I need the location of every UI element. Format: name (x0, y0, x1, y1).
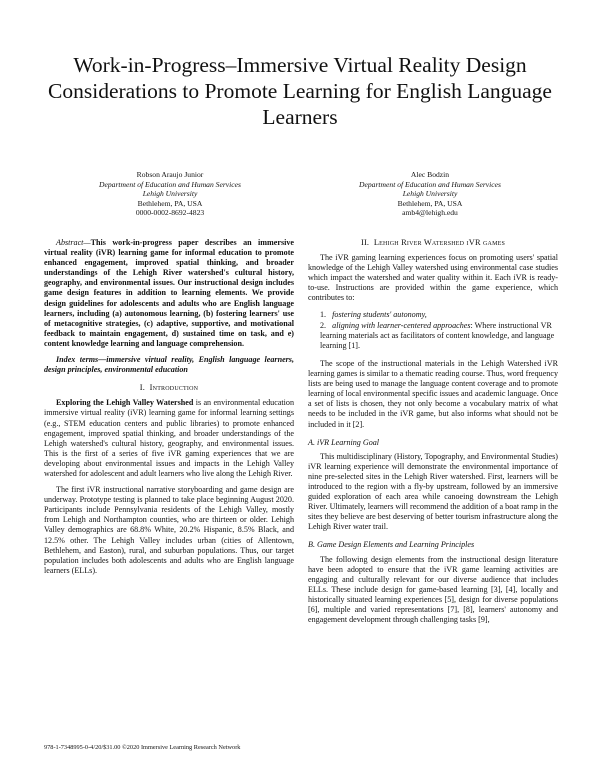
right-column (308, 238, 558, 631)
games-paragraph: The scope of the instructional materials in the Lehigh Watershed iVR learning games is similar to a thematic reading course. Thus, word frequency lists are being used to manage the language content coverage and to promote learning of local environmental specific issues and academic language. Once a set of lists is chosen, they not only become a vocabulary matrix of what needs to be included in the iVR game, but also informs what should not be included in it [2]. (308, 358, 558, 429)
abstract (44, 238, 294, 349)
author-city: Bethlehem, PA, USA (397, 198, 463, 208)
subsection-paragraph: The following design elements from the instructional design literature have been adopted to ensure that the iVR game learning activities are engaging and culturally relevant for our diverse audience that includes ELLs. These include design for game-based learning [3], [4], locally and historically situated learning experiences [5], design for diverse populations [6], multiple and varied representations [7], [8], learners' autonomy and engagement development through challenging tasks [9], (308, 554, 558, 625)
abstract-label: Abstract— (56, 238, 91, 247)
index-terms: Index terms—immersive virtual reality, English language learners, design principles, environmental education (44, 355, 294, 375)
author-name: Robson Araujo Junior (136, 170, 204, 179)
author-contact: 0000-0002-8692-4823 (135, 208, 205, 218)
games-paragraph: The iVR gaming learning experiences focus on promoting users' spatial knowledge of the Lehigh Valley watershed using environmental case studies which impact the watershed and water quality within it. Each iVR is ready-to-use. Instructions are provided within the game experience, which contributes to: (308, 253, 558, 303)
page-footer: 978-1-7348995-0-4/20/$31.00 ©2020 Immersive Learning Research Network (44, 744, 241, 751)
author-block (60, 170, 280, 218)
subsection-heading: B. Game Design Elements and Learning Principles (308, 540, 475, 550)
author-city: Bethlehem, PA, USA (137, 198, 203, 208)
section-heading-games: II. Lehigh River Watershed iVR games (360, 238, 506, 247)
game-title: Exploring the Lehigh Valley Watershed (56, 398, 194, 408)
author-university: Lehigh University (402, 189, 458, 199)
contribution-list (308, 310, 558, 351)
author-block (320, 170, 540, 218)
list-item: 2. aligning with learner-centered approaches: Where instructional VR learning materials act as facilitators of content knowledge, and language learning [1]. (320, 320, 555, 350)
intro-paragraph: Exploring the Lehigh Valley Watershed is an environmental education immersive virtual reality (iVR) learning game for informal learning settings (e.g., STEM education centers and public libraries) to promote enhanced engagement, improved spatial thinking, and broader understandings of the Lehigh watershed's cultural history, geography, and environmental issues. This is the first of a series of five iVR gaming experiences that we are developing about environmental issues and impacts in the Lehigh Valley watershed for adolescent and adult learners who live along the Lehigh River. (44, 398, 294, 478)
author-department: Department of Education and Human Services (99, 179, 241, 189)
list-item: 1. fostering students' autonomy, (320, 309, 427, 319)
author-contact: amb4@lehigh.edu (402, 208, 458, 218)
author-university: Lehigh University (142, 189, 198, 199)
section-heading-introduction: I. Introduction (139, 383, 199, 393)
abstract-text: This work-in-progress paper describes an immersive virtual reality (iVR) learning game for informal education to promote enhanced engagement, improved spatial thinking, and broader understandings of the Lehigh River watershed's cultural history, geography, and environmental issues. Our instructional design includes game design features in addition to learning elements. We provide design guidelines for adolescents and adults who are English language learners, including (a) autonomous learning, (b) fostering learners' use of metacognitive strategies, (c) adaptive, supportive, and motivational feedback to maintain engagement, d) sustained time on task, and e) content knowledge learning and language comprehension. (44, 238, 294, 348)
paper-title: Work-in-Progress–Immersive Virtual Reality Design Considerations to Promote Learning for English Language Learners (48, 53, 552, 129)
left-column (44, 238, 294, 582)
intro-paragraph: The first iVR instructional narrative storyboarding and game design are underway. Prototype testing is planned to take place beginning August 2020. Participants include Pennsylvania residents of the Lehigh Valley, mostly from Lehigh and Northampton counties, who are thirteen or older. Lehigh Valley demographics are 68.8% White, 20.2% Hispanic, 8.5% Black, and 12.5% other. The Lehigh Valley includes urban (cities of Allentown, Bethlehem, and Easton), rural, and suburban populations. Thus, our target population includes both adolescents and adults who are English language learners (ELLs). (44, 485, 294, 575)
author-name: Alec Bodzin (410, 170, 450, 179)
subsection-paragraph: This multidisciplinary (History, Topography, and Environmental Studies) iVR learning experience will demonstrate the environmental importance of nine pre-selected sites in the Lehigh River watershed. First, learners will be introduced to the region with a fly-by upstream, followed by an immersive guided exploration of each area while canoeing downstream the Lehigh River. Ultimately, learners will recommend the addition of a boat ramp in the sites they believe are best deserving of better tourism infrastructure along the Lehigh River water trail. (308, 451, 558, 532)
author-department: Department of Education and Human Services (359, 179, 501, 189)
subsection-heading: A. iVR Learning Goal (308, 437, 380, 447)
